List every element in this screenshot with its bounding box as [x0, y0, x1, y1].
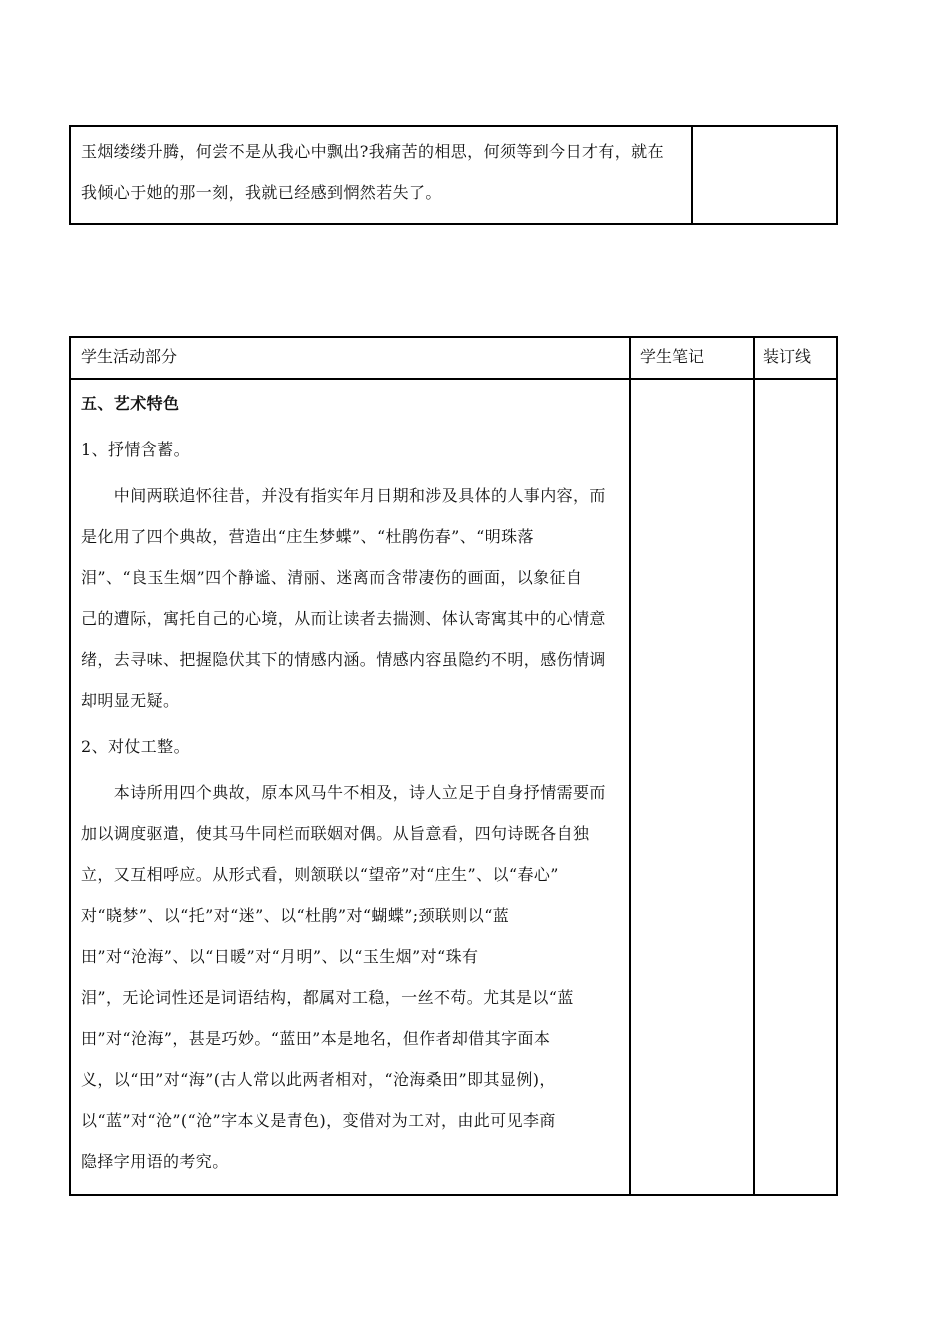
header-activity: 学生活动部分: [81, 347, 178, 366]
paragraph-line: 中间两联追怀往昔，并没有指实年月日期和涉及具体的人事内容，而: [81, 486, 606, 505]
paragraph-line: 义，以“田”对“海”(古人常以此两者相对，“沧海桑田”即其显例)，: [81, 1070, 556, 1089]
paragraph-line: 泪”，无论词性还是词语结构，都属对工稳，一丝不苟。尤其是以“蓝: [81, 988, 574, 1007]
paragraph-line: 我倾心于她的那一刻，我就已经感到惘然若失了。: [81, 183, 442, 202]
header-divider: [71, 378, 836, 380]
paragraph-line: 本诗所用四个典故，原本风马牛不相及，诗人立足于自身抒情需要而: [81, 783, 606, 802]
paragraph-line: 隐择字用语的考究。: [81, 1152, 229, 1171]
column-divider: [629, 338, 631, 1194]
column-divider: [691, 127, 693, 223]
paragraph-line: 田”对“沧海”、以“日暖”对“月明”、以“玉生烟”对“珠有: [81, 947, 479, 966]
paragraph-line: 加以调度驱遣，使其马牛同栏而联姻对偶。从旨意看，四句诗既各自独: [81, 824, 590, 843]
header-binding: 装订线: [763, 347, 812, 366]
paragraph-line: 却明显无疑。: [81, 691, 180, 710]
paragraph-line: 玉烟缕缕升腾，何尝不是从我心中飘出?我痛苦的相思，何须等到今日才有，就在: [81, 142, 664, 161]
column-divider: [753, 338, 755, 1194]
header-notes: 学生笔记: [640, 347, 705, 366]
paragraph-line: 绪，去寻味、把握隐伏其下的情感内涵。情感内容虽隐约不明，感伤情调: [81, 650, 606, 669]
activity-table: [69, 336, 838, 1196]
paragraph-line: 立，又互相呼应。从形式看，则颔联以“望帝”对“庄生”、以“春心”: [81, 865, 559, 884]
paragraph-line: 田”对“沧海”，甚是巧妙。“蓝田”本是地名，但作者却借其字面本: [81, 1029, 551, 1048]
section-heading: 五、艺术特色: [81, 394, 180, 413]
continuation-table: [69, 125, 838, 225]
paragraph-line: 是化用了四个典故，营造出“庄生梦蝶”、“杜鹃伤春”、“明珠落: [81, 527, 534, 546]
subheading: 2、对仗工整。: [81, 737, 190, 756]
paragraph-line: 对“晓梦”、以“托”对“迷”、以“杜鹃”对“蝴蝶”;颈联则以“蓝: [81, 906, 510, 925]
subheading: 1、抒情含蓄。: [81, 440, 190, 459]
paragraph-line: 以“蓝”对“沧”(“沧”字本义是青色)，变借对为工对，由此可见李商: [81, 1111, 556, 1130]
paragraph-line: 泪”、“良玉生烟”四个静谧、清丽、迷离而含带凄伤的画面，以象征自: [81, 568, 583, 587]
paragraph-line: 己的遭际，寓托自己的心境，从而让读者去揣测、体认寄寓其中的心情意: [81, 609, 606, 628]
